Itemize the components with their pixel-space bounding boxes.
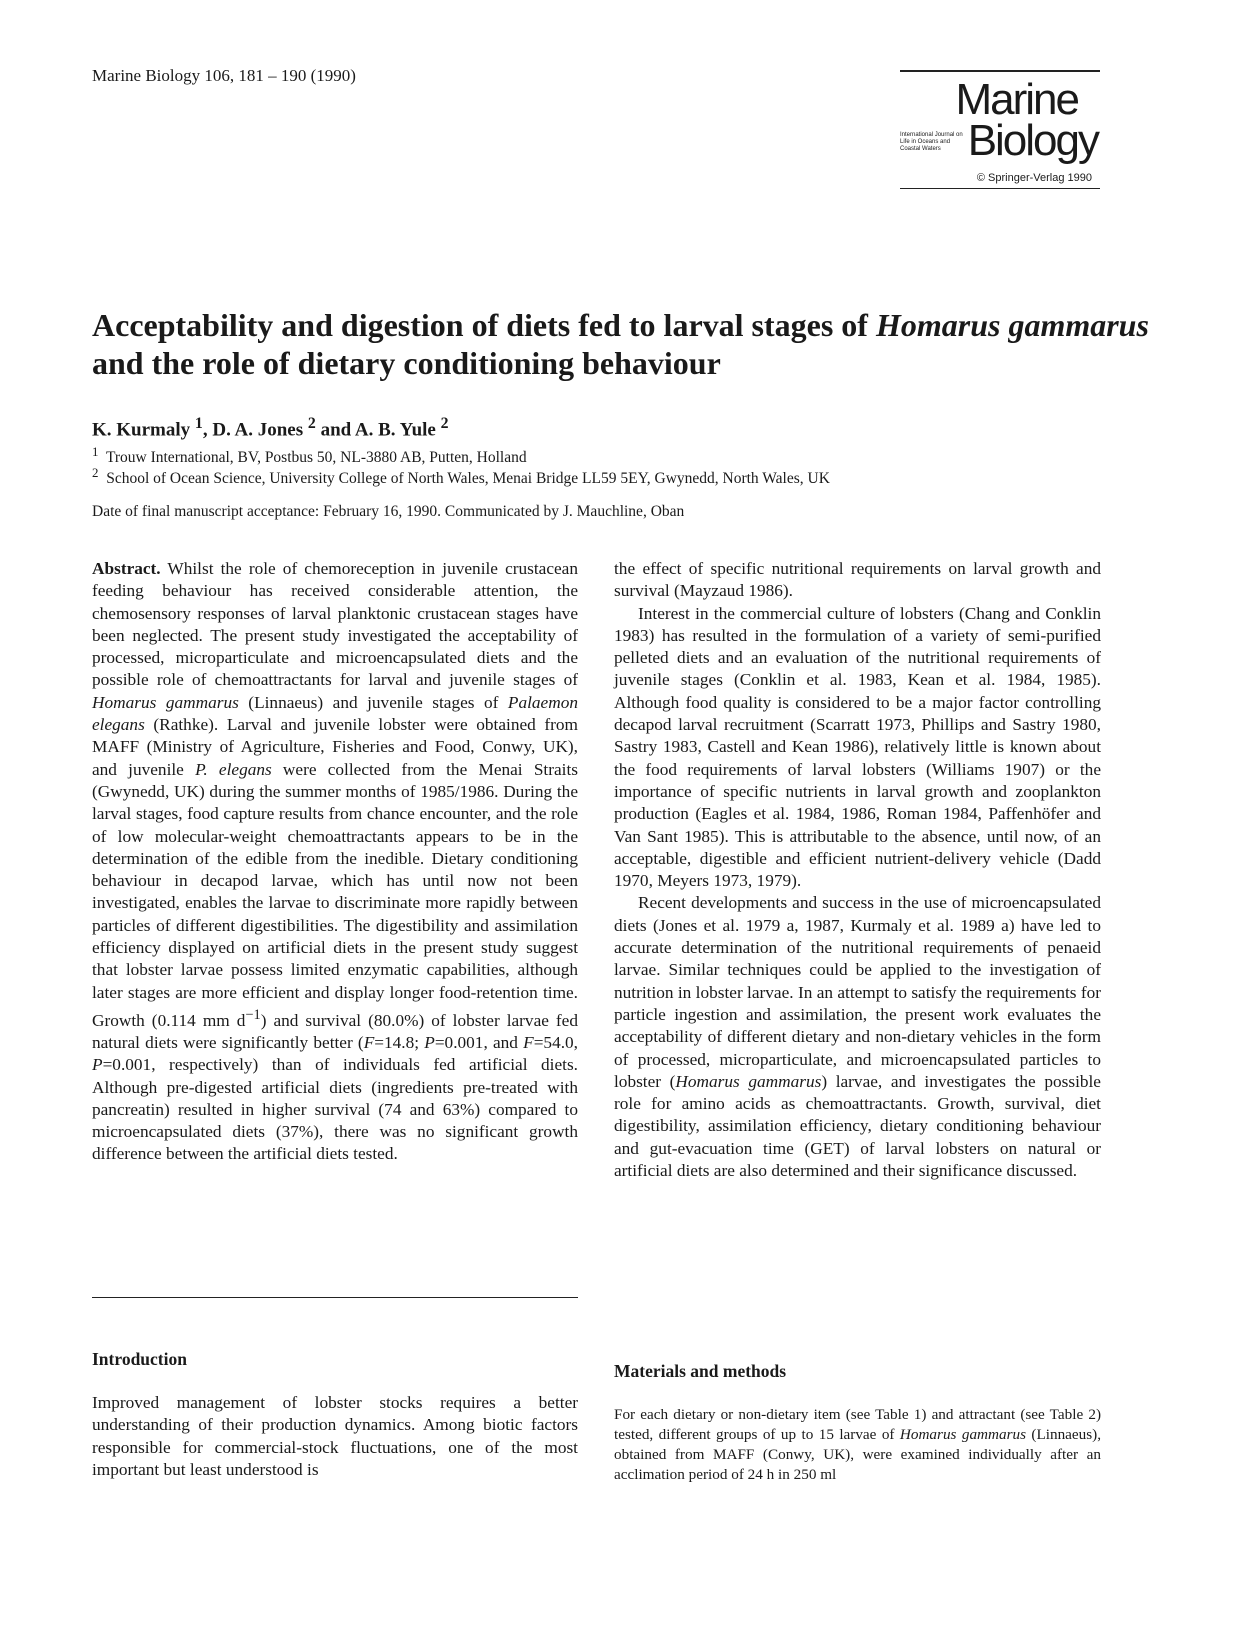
author-and: and — [320, 419, 352, 441]
species-name: Palaemon elegans — [92, 692, 578, 735]
affil-text: Trouw International, BV, Postbus 50, NL-3880 AB, Putten, Holland — [105, 449, 527, 467]
paragraph: the effect of specific nutritional requirements on larval growth and survival (Mayzaud 1986). — [614, 559, 1101, 601]
affil-text: School of Ocean Science, University College of North Wales, Menai Bridge LL59 5EY, Gwynedd, North Wales, UK — [106, 470, 830, 488]
introduction-text — [92, 1392, 578, 1481]
abstract-text: =0.001, and — [434, 1033, 524, 1052]
introduction-continued — [614, 558, 1101, 1182]
abstract-text: =54.0, — [533, 1033, 578, 1052]
stat-symbol: P — [424, 1033, 435, 1052]
affil-number: 2 — [92, 465, 99, 480]
abstract-text: Whilst the role of chemoreception in juvenile crustacean feeding behaviour has received considerable attention, the chemosensory responses of larval planktonic crustacean stages have been neglected. The present study investigated the acceptability of processed, microparticulate and microencapsulated diets and the possible role of chemoattractants for larval and juvenile stages of — [92, 559, 578, 690]
abstract-text: (Rathke). Larval and juvenile lobster were obtained from MAFF (Ministry of Agriculture, Fisheries and Food, Conwy, UK), and juvenile — [92, 715, 578, 779]
paragraph: Interest in the commercial culture of lobsters (Chang and Conklin 1983) has resulted in the formulation of a variety of semi-purified pelleted diets and an evaluation of the nutritional requirements of juvenile stages (Conklin et al. 1983, Kean et al. 1984, 1985). Although food quality is considered to be a major factor controlling decapod larval recruitment (Scarratt 1973, Phillips and Sastry 1980, Sastry 1983, Castell and Kean 1986), relatively little is known about the food requirements of larval lobsters (Williams 1907) or the importance of specific nutrients in larval growth and zooplankton production (Eagles et al. 1984, 1986, Roman 1984, Paffenhöfer and Van Sant 1985). This is attributable to the absence, until now, of an acceptable, digestible and efficient nutrient-delivery vehicle (Dadd 1970, Meyers 1973, 1979). — [614, 603, 1101, 891]
journal-reference: Marine Biology 106, 181 – 190 (1990) — [92, 66, 356, 85]
article-title — [92, 306, 1152, 382]
logo-word-marine: Marine — [955, 75, 1078, 124]
paragraph-text: ) larvae, and investigates the possible role for amino acids as chemoattractants. Growth, survival, diet digestibility, assimilation efficiency, dietary conditioning behaviour and gut-evacuation time (GET) of larval lobsters on natural or artificial diets are also determined and their significance discussed. — [614, 1071, 1101, 1181]
abstract-label: Abstract. — [92, 559, 161, 578]
methods-text — [614, 1405, 1101, 1485]
species-name: Homarus gammarus — [899, 1426, 1026, 1443]
paragraph-text: Recent developments and success in the use of microencapsulated diets (Jones et al. 1979 a, 1987, Kurmaly et al. 1989 a) have led to accurate determination of the nutritional requirements of penaeid larvae. Similar techniques could be applied to the investigation of nutrition in lobster larvae. In an attempt to satisfy the requirements for particle ingestion and assimilation, the present work evaluates the acceptability of different dietary and non-dietary vehicles in the form of processed, microparticulate, and microencapsulated particles to lobster ( — [614, 893, 1101, 1091]
logo-subtitle: International Journal on Life in Oceans and Coastal Waters — [900, 132, 963, 152]
paragraph-text: For each dietary or non-dietary item (see Table 1) and attractant (see Table 2) tested, different groups of up to 15 larvae of — [614, 1406, 1101, 1443]
abstract-text: (Linnaeus) and juvenile stages of — [238, 692, 508, 712]
affiliation-2 — [92, 465, 830, 488]
paragraph: Improved management of lobster stocks requires a better understanding of their production dynamics. Among biotic factors responsible for commercial-stock fluctuations, one of the most important but least understood is — [92, 1393, 578, 1479]
affiliation-1 — [92, 444, 527, 467]
species-name: Homarus gammarus — [675, 1071, 822, 1091]
stat-symbol: F — [523, 1033, 534, 1052]
author-name: A. B. Yule — [354, 419, 436, 441]
copyright-notice: © Springer-Verlag 1990 — [976, 172, 1092, 184]
logo-word-biology: Biology — [967, 116, 1098, 165]
stat-symbol: P — [92, 1055, 103, 1075]
species-name: Homarus gammarus — [92, 692, 239, 712]
abstract-text: =14.8; — [374, 1033, 425, 1052]
introduction-heading: Introduction — [92, 1349, 187, 1369]
author-affil-mark: 2 — [307, 415, 316, 432]
journal-logo — [900, 70, 1100, 192]
author-affil-mark: 2 — [440, 415, 449, 432]
abstract — [92, 558, 578, 1166]
title-text: Acceptability and digestion of diets fed to larval stages of — [92, 307, 876, 343]
abstract-text: ) and survival (80.0%) of lobster larvae fed natural diets were significantly better ( — [92, 1010, 578, 1052]
abstract-text: =0.001, respectively) than of individuals fed artificial diets. Although pre-digested artificial diets (ingredients pre-treated with pancreatin) resulted in higher survival (74 and 63%) compared to microencapsulated diets (37%), there was no significant growth difference between the artificial diets tested. — [92, 1055, 578, 1164]
acceptance-note: Date of final manuscript acceptance: February 16, 1990. Communicated by J. Mauchline, Oban — [92, 503, 685, 520]
methods-heading: Materials and methods — [614, 1361, 787, 1381]
paragraph — [614, 892, 1101, 1182]
abstract-text: were collected from the Menai Straits (Gwynedd, UK) during the summer months of 1985/1986. During the larval stages, food capture results from chance encounter, and the role of low molecular-weight chemoattractants appears to be in the determination of the edible from the inedible. Dietary conditioning behaviour in decapod larvae, which has until now not been investigated, enables the larvae to discriminate more rapidly between particles of different digestibilities. The digestibility and assimilation efficiency displayed on artificial diets in the present study suggest that lobster larvae possess limited enzymatic capabilities, although later stages are more efficient and display longer food-retention time. Growth (0.114 mm d — [92, 759, 578, 1030]
affil-number: 1 — [92, 444, 99, 459]
abstract-divider — [92, 1297, 578, 1298]
author-affil-mark: 1 — [194, 415, 203, 432]
title-text-end: and the role of dietary conditioning behaviour — [92, 345, 721, 381]
species-name: P. elegans — [195, 759, 272, 779]
author-name: D. A. Jones — [212, 419, 304, 441]
paragraph-text: (Linnaeus), obtained from MAFF (Conwy, UK), were examined individually after an acclimation period of 24 h in 250 ml — [614, 1426, 1101, 1483]
author-name: K. Kurmaly — [92, 419, 191, 441]
superscript: −1 — [245, 1006, 261, 1023]
stat-symbol: F — [363, 1033, 375, 1052]
author-list: K. Kurmaly $^1$, D. A. Jones $^2$ and A. B. Yule $^2$ — [92, 415, 449, 441]
title-species: Homarus gammarus — [875, 307, 1149, 343]
logo-divider — [900, 188, 1100, 189]
